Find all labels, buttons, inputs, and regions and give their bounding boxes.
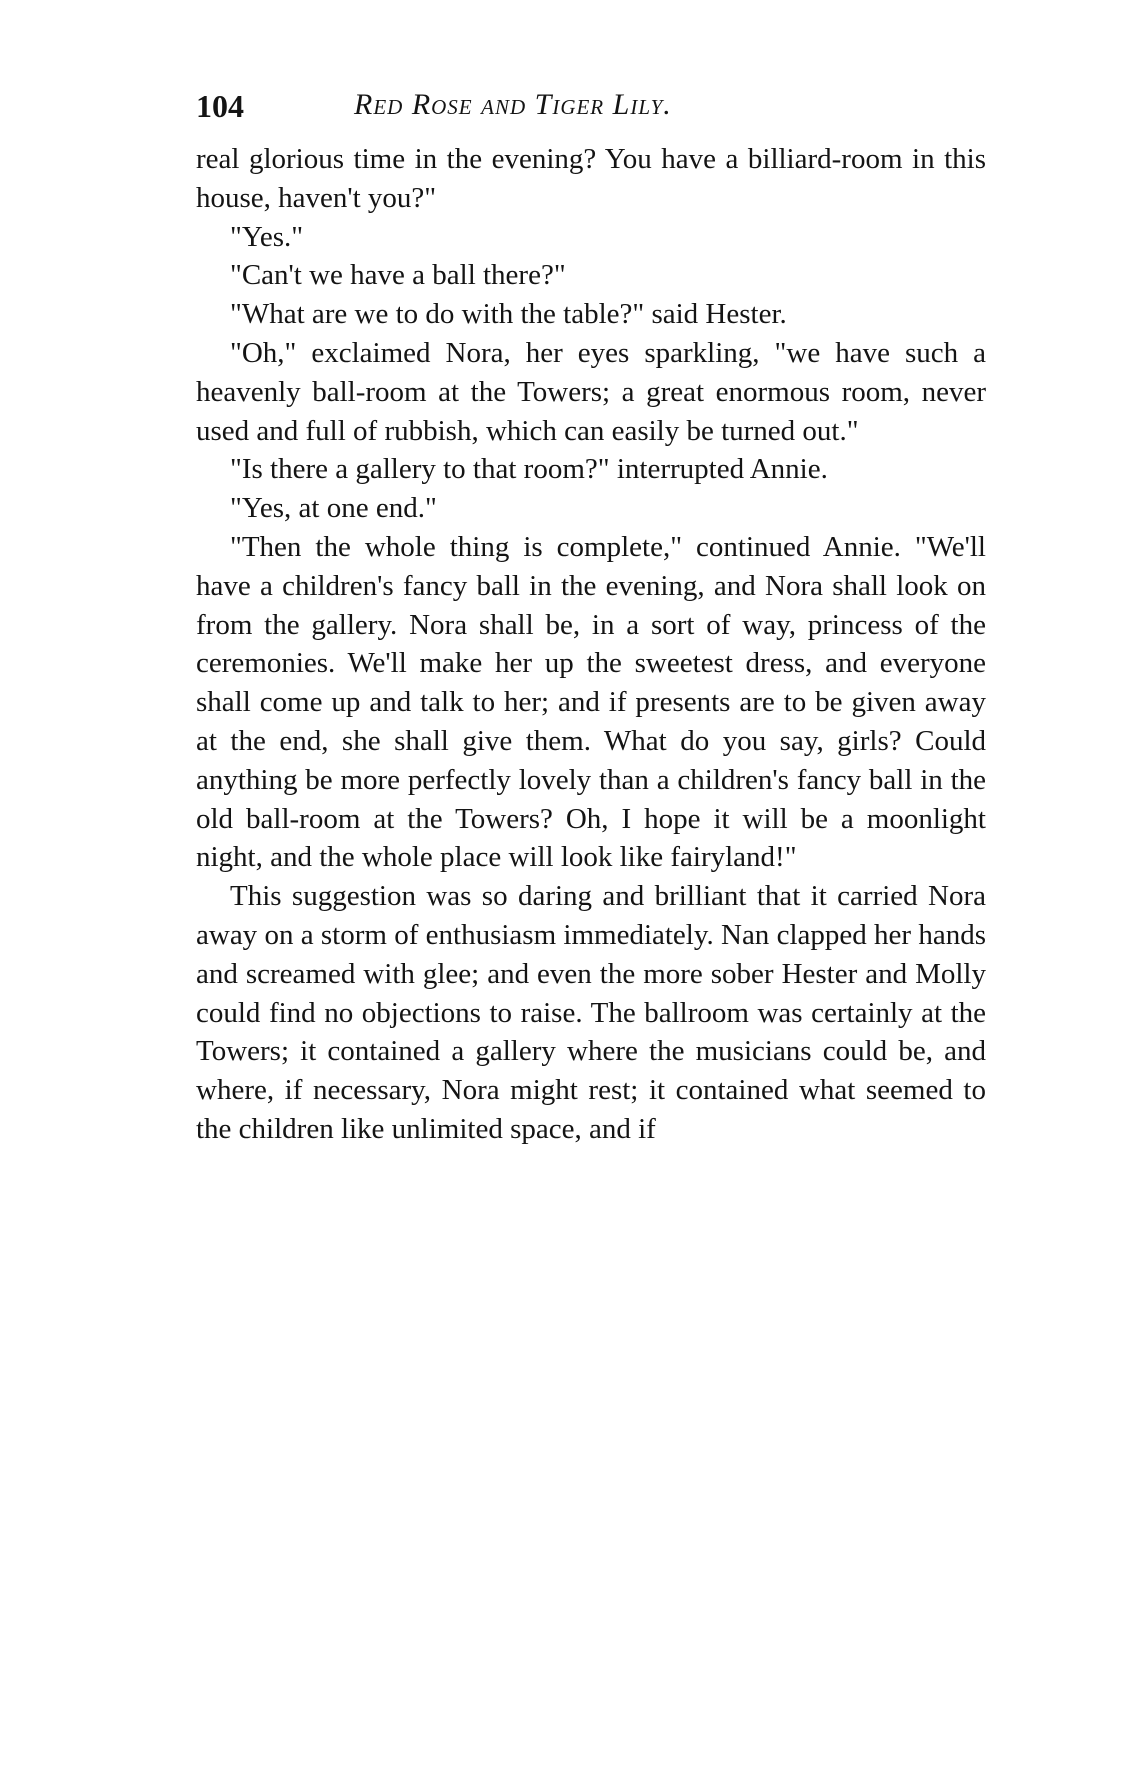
- paragraph: "Can't we have a ball there?": [230, 259, 566, 292]
- page-number: 104: [196, 88, 244, 124]
- paragraph: "Then the whole thing is complete," continued Annie. "We'll have a children's fancy ball in the evening, and Nora shall look on from the gallery. Nora shall be, in a sort of way, princess of the ceremonies. We'll make her up the sweetest dress, and everyone shall come up and talk to her; and if presents are to be given away at the end, she shall give them. What do you say, girls? Could anything be more perfectly lovely than a children's fancy ball in the old ball-room at the Towers? Oh, I hope it will be a moonlight night, and the whole place will look like fairyland!": [196, 530, 986, 874]
- paragraph: "Oh," exclaimed Nora, her eyes sparkling, "we have such a heavenly ball-room at the Towers; a great enormous room, never used and full of rubbish, which can easily be turned out.": [196, 336, 986, 447]
- body-text: [196, 140, 986, 1149]
- paragraph: "Yes.": [230, 220, 304, 253]
- paragraph: "Is there a gallery to that room?" interrupted Annie.: [230, 453, 828, 486]
- paragraph: "Yes, at one end.": [230, 492, 437, 525]
- book-page: [196, 88, 986, 1149]
- paragraph-continued: real glorious time in the evening? You have a billiard-room in this house, haven't you?": [196, 143, 986, 214]
- paragraph: "What are we to do with the table?" said Hester.: [230, 298, 787, 331]
- book-title: Red Rose and Tiger Lily.: [354, 88, 672, 121]
- paragraph: This suggestion was so daring and brilliant that it carried Nora away on a storm of enthusiasm immediately. Nan clapped her hands and screamed with glee; and even the more sober Hester and Molly could find no objections to raise. The ballroom was certainly at the Towers; it contained a gallery where the musicians could be, and where, if necessary, Nora might rest; it contained what seemed to the children like unlimited space, and if: [196, 880, 986, 1145]
- running-head: [196, 88, 986, 140]
